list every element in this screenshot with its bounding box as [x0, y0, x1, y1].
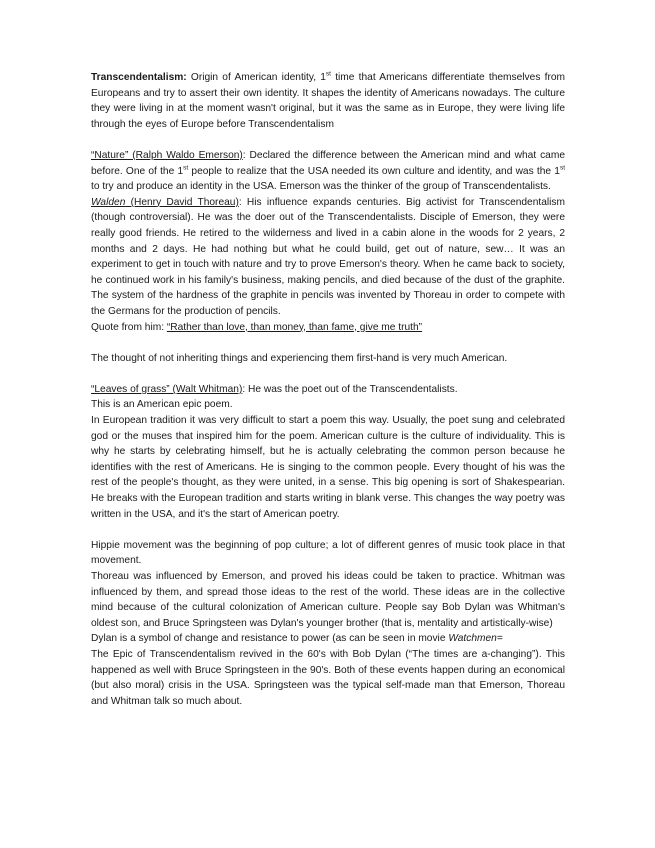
paragraph-nature — [91, 148, 565, 195]
paragraph-inheriting — [91, 351, 565, 367]
paragraph-hippie — [91, 538, 565, 569]
paragraph-influence — [91, 569, 565, 631]
paragraph-gap — [91, 335, 565, 351]
paragraph-text: Origin of American identity, 1 — [186, 72, 326, 83]
paragraph-dylan — [91, 631, 565, 647]
term-colon: : — [183, 72, 187, 83]
section-title-nature: “Nature” (Ralph Waldo Emerson) — [91, 149, 243, 161]
movie-title: Watchmen — [448, 633, 497, 645]
term-heading: Transcendentalism — [91, 72, 184, 83]
paragraph-gap — [91, 132, 565, 148]
title-italic: Walden — [91, 196, 126, 208]
paragraph-text: people to realize that the USA needed its own culture and identity, and was the 1 — [188, 165, 560, 177]
paragraph-text: The thought of not inheriting things and experiencing them first-hand is very much American. — [91, 352, 508, 364]
paragraph-european-tradition — [91, 413, 565, 522]
paragraph-text: : Declared the difference between the American mind and what came before. One of the 1 — [91, 149, 565, 177]
title-rest: (Henry David Thoreau) — [125, 196, 239, 208]
superscript: st — [559, 164, 565, 172]
paragraph-text: = — [496, 633, 503, 645]
paragraph-gap — [91, 522, 565, 538]
quote-label: Quote from him: — [91, 321, 167, 333]
document-page — [91, 70, 565, 709]
paragraph-epic-poem — [91, 397, 565, 413]
superscript: st — [325, 70, 331, 78]
quote-text: “Rather than love, than money, than fame, give me truth” — [166, 321, 423, 333]
paragraph-text: Hippie movement was the beginning of pop culture; a lot of different genres of music took place in that movement. — [91, 539, 565, 567]
paragraph-text: The Epic of Transcendentalism revived in the 60's with Bob Dylan (“The times are a-changing”). This happened as well with Bruce Springsteen in the 90's. Both of these events happen during an economical (but also moral) crisis in the USA. Springsteen was the typical self-made man that Emerson, Thoreau and Whitman talk so much about. — [91, 648, 565, 707]
section-title-walden — [91, 197, 239, 208]
paragraph-leaves-of-grass — [91, 382, 565, 398]
paragraph-text: This is an American epic poem. — [91, 399, 233, 411]
paragraph-gap — [91, 366, 565, 382]
superscript: st — [183, 164, 189, 172]
paragraph-text: Dylan is a symbol of change and resistance to power (as can be seen in movie — [91, 633, 449, 645]
paragraph-text: In European tradition it was very difficult to start a poem this way. Usually, the poet sung and celebrated god or the muses that inspired him for the poem. American culture is the culture of individuality. This is why he starts by celebrating himself, but he is actually celebrating the common person because he identifies with the rest of Americans. He is singing to the common people. Every thought of his was the rest of the people's thought, as they were united, in a sense. This big opening is sort of Shakespearian. He breaks with the European tradition and starts writing in blank verse. This changes the way poetry was written in the USA, and it's the start of American poetry. — [91, 415, 565, 520]
paragraph-quote — [91, 320, 565, 336]
paragraph-walden — [91, 195, 565, 320]
paragraph-epic-revived — [91, 647, 565, 709]
paragraph-transcendentalism — [91, 70, 565, 132]
paragraph-text: time that Americans differentiate themselves from Europeans and try to assert their own identity. It shapes the identity of Americans nowadays. The culture they were living in at the moment wasn't original, but it was the same as in Europe, they were living life through the eyes of Europe before Transcendentalism — [91, 72, 565, 130]
paragraph-text: Thoreau was influenced by Emerson, and proved his ideas could be taken to practice. Whitman was influenced by them, and spread those ideas to the rest of the world. These ideas are in the collective mind because of the cultural colonization of American culture. People say Bob Dylan was Whitman's oldest son, and Bruce Springsteen was Dylan's younger brother (that is, mentality and artistically-wise) — [91, 571, 565, 629]
paragraph-text: to try and produce an identity in the USA. Emerson was the thinker of the group of Transcendentalists. — [91, 181, 551, 193]
paragraph-text: : He was the poet out of the Transcendentalists. — [242, 383, 458, 395]
paragraph-text: : His influence expands centuries. Big activist for Transcendentalism (though controversial). He was the doer out of the Transcendentalists. Disciple of Emerson, they were really good friends. He retired to the wilderness and lived in a cabin alone in the woods for 2 years, 2 months and 2 days. He had nothing but what he could build, get out of nature, sew… It was an experiment to get in touch with nature and try to prove Emerson's theory. When he came back to society, he continued work in his family's business, making pencils, and died because of the dust of the graphite. The system of the hardness of the graphite in pencils was invented by Thoreau in order to compete with the Germans for the production of pencils. — [91, 196, 565, 317]
section-title-leaves-of-grass: “Leaves of grass” (Walt Whitman) — [91, 383, 243, 395]
